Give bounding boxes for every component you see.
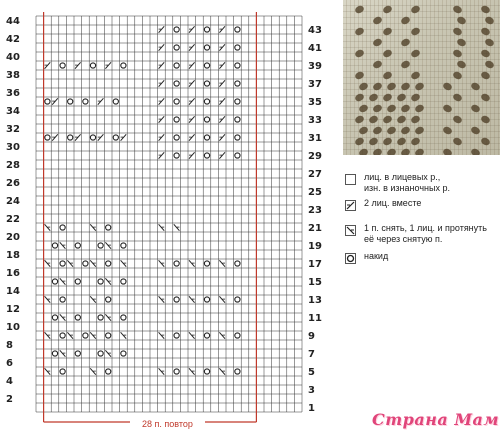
lace-hole — [354, 26, 365, 36]
yarn-over-symbol — [83, 261, 88, 266]
yarn-over-symbol — [174, 135, 179, 140]
lace-hole — [480, 92, 491, 102]
yarn-over-symbol — [174, 81, 179, 86]
row-number-right: 25 — [308, 187, 322, 198]
lace-hole — [410, 48, 421, 58]
row-number-left: 30 — [6, 142, 20, 153]
lace-hole — [410, 70, 421, 80]
k2tog-symbol-icon — [345, 200, 356, 211]
lace-hole — [354, 70, 365, 80]
yarn-over-symbol — [204, 333, 209, 338]
yarn-over-symbol — [174, 27, 179, 32]
lace-hole — [414, 125, 425, 135]
yarn-over-symbol — [235, 333, 240, 338]
yarn-over-symbol — [52, 243, 57, 248]
yarn-over-symbol — [60, 261, 65, 266]
yarn-over-symbol — [68, 135, 73, 140]
lace-hole — [382, 4, 393, 14]
row-number-left: 2 — [6, 394, 13, 405]
legend-k2tog-text: 2 лиц. вместе — [364, 198, 422, 208]
lace-hole — [368, 136, 379, 146]
yarn-over-symbol — [106, 225, 111, 230]
yarn-over-symbol — [235, 153, 240, 158]
yarn-over-symbol — [235, 63, 240, 68]
row-number-right: 13 — [308, 295, 322, 306]
yarn-over-symbol — [98, 351, 103, 356]
lace-hole — [480, 114, 491, 124]
yarn-over-symbol — [235, 261, 240, 266]
lace-hole — [400, 147, 411, 155]
lace-hole — [382, 136, 393, 146]
legend-ssk — [345, 223, 487, 245]
lace-hole — [442, 81, 453, 91]
yarn-over-symbol — [75, 243, 80, 248]
legend-yo — [345, 251, 388, 264]
legend-ssk-text: 1 п. снять, 1 лиц. и протянуть её через снятую п. — [364, 223, 487, 244]
lace-hole — [452, 136, 463, 146]
lace-hole — [386, 81, 397, 91]
k2tog-symbol — [189, 44, 195, 50]
yarn-over-symbol — [174, 297, 179, 302]
legend-yo-text: накид — [364, 251, 389, 261]
row-number-left: 32 — [6, 124, 20, 135]
row-number-left: 20 — [6, 232, 20, 243]
lace-hole — [400, 59, 411, 69]
yarn-over-symbol — [106, 297, 111, 302]
lace-hole — [480, 4, 491, 14]
lace-hole — [354, 136, 365, 146]
lace-hole — [442, 147, 453, 155]
yarn-over-symbol-icon — [345, 253, 356, 264]
row-number-left: 10 — [6, 322, 20, 333]
row-number-right: 41 — [308, 43, 322, 54]
yarn-over-symbol — [204, 153, 209, 158]
lace-hole — [484, 59, 495, 69]
lace-hole — [358, 147, 369, 155]
lace-hole — [452, 70, 463, 80]
lace-hole — [400, 103, 411, 113]
yarn-over-symbol — [174, 99, 179, 104]
yarn-over-symbol — [98, 315, 103, 320]
row-number-right: 35 — [308, 97, 322, 108]
row-number-left: 22 — [6, 214, 20, 225]
knit-symbol-icon — [345, 174, 356, 185]
yarn-over-symbol — [235, 135, 240, 140]
yarn-over-symbol — [60, 297, 65, 302]
lace-hole — [410, 92, 421, 102]
legend-knit-text: лиц. в лицевых р., изн. в изнаночных р. — [364, 172, 450, 193]
yarn-over-symbol — [174, 117, 179, 122]
yarn-over-symbol — [45, 99, 50, 104]
row-number-left: 38 — [6, 70, 20, 81]
lace-hole — [382, 48, 393, 58]
yarn-over-symbol — [174, 369, 179, 374]
ssk-symbol-icon — [345, 225, 356, 236]
lace-hole — [414, 81, 425, 91]
row-number-right: 43 — [308, 25, 322, 36]
k2tog-symbol — [219, 44, 225, 50]
yarn-over-symbol — [204, 369, 209, 374]
lace-hole — [452, 114, 463, 124]
lace-hole — [382, 92, 393, 102]
yarn-over-symbol — [75, 315, 80, 320]
lace-hole — [400, 125, 411, 135]
row-number-right: 1 — [308, 403, 315, 414]
lace-hole — [382, 114, 393, 124]
row-number-left: 40 — [6, 52, 20, 63]
lace-hole — [372, 103, 383, 113]
lace-hole — [372, 15, 383, 25]
row-number-right: 29 — [308, 151, 322, 162]
lace-hole — [382, 70, 393, 80]
lace-hole — [354, 4, 365, 14]
lace-hole — [470, 147, 481, 155]
yarn-over-symbol — [60, 369, 65, 374]
lace-hole — [396, 114, 407, 124]
repeat-label: 28 п. повтор — [130, 419, 205, 429]
row-number-right: 7 — [308, 349, 315, 360]
yarn-over-symbol — [98, 279, 103, 284]
yarn-over-symbol — [204, 63, 209, 68]
lace-hole — [354, 92, 365, 102]
row-number-left: 18 — [6, 250, 20, 261]
row-number-left: 16 — [6, 268, 20, 279]
lace-hole — [368, 92, 379, 102]
lace-hole — [456, 15, 467, 25]
yarn-over-symbol — [204, 27, 209, 32]
yarn-over-symbol — [174, 261, 179, 266]
row-number-right: 15 — [308, 277, 322, 288]
lace-hole — [452, 26, 463, 36]
lace-hole — [386, 103, 397, 113]
yarn-over-symbol — [106, 333, 111, 338]
row-number-left: 26 — [6, 178, 20, 189]
lace-hole — [396, 92, 407, 102]
row-number-left: 14 — [6, 286, 20, 297]
yarn-over-symbol — [90, 63, 95, 68]
yarn-over-symbol — [60, 63, 65, 68]
lace-hole — [372, 147, 383, 155]
watermark-logo: Страна Мам — [372, 410, 500, 429]
row-number-right: 39 — [308, 61, 322, 72]
yarn-over-symbol — [121, 279, 126, 284]
row-number-left: 24 — [6, 196, 20, 207]
lace-hole — [368, 114, 379, 124]
yarn-over-symbol — [204, 81, 209, 86]
yarn-over-symbol — [90, 135, 95, 140]
yarn-over-symbol — [75, 351, 80, 356]
lace-hole — [382, 26, 393, 36]
lace-hole — [480, 26, 491, 36]
yarn-over-symbol — [204, 135, 209, 140]
yarn-over-symbol — [235, 369, 240, 374]
yarn-over-symbol — [83, 99, 88, 104]
legend-knit — [345, 172, 450, 194]
yarn-over-symbol — [83, 333, 88, 338]
row-number-left: 4 — [6, 376, 13, 387]
lace-hole — [452, 4, 463, 14]
lace-hole — [372, 37, 383, 47]
lace-hole — [358, 103, 369, 113]
row-number-right: 17 — [308, 259, 322, 270]
lace-hole — [442, 103, 453, 113]
row-number-left: 44 — [6, 16, 20, 27]
lace-hole — [470, 125, 481, 135]
yarn-over-symbol — [235, 297, 240, 302]
yarn-over-symbol — [106, 261, 111, 266]
yarn-over-symbol — [204, 99, 209, 104]
row-number-right: 19 — [308, 241, 322, 252]
lace-hole — [400, 81, 411, 91]
yarn-over-symbol — [204, 297, 209, 302]
row-number-left: 6 — [6, 358, 13, 369]
row-number-right: 27 — [308, 169, 322, 180]
row-number-right: 37 — [308, 79, 322, 90]
row-number-left: 36 — [6, 88, 20, 99]
yarn-over-symbol — [204, 117, 209, 122]
lace-hole — [484, 15, 495, 25]
row-number-right: 33 — [308, 115, 322, 126]
row-number-right: 5 — [308, 367, 315, 378]
lace-hole — [452, 92, 463, 102]
yarn-over-symbol — [174, 153, 179, 158]
lace-hole — [452, 48, 463, 58]
lace-hole — [456, 37, 467, 47]
yarn-over-symbol — [75, 279, 80, 284]
lace-hole — [354, 48, 365, 58]
lace-hole — [358, 125, 369, 135]
yarn-over-symbol — [235, 99, 240, 104]
row-number-left: 42 — [6, 34, 20, 45]
yarn-over-symbol — [174, 333, 179, 338]
k2tog-symbol — [159, 44, 165, 50]
row-number-left: 12 — [6, 304, 20, 315]
legend-k2tog — [345, 198, 421, 211]
yarn-over-symbol — [121, 315, 126, 320]
lace-hole — [470, 81, 481, 91]
yarn-over-symbol — [204, 261, 209, 266]
yarn-over-symbol — [235, 117, 240, 122]
yarn-over-symbol — [60, 225, 65, 230]
lace-hole — [456, 59, 467, 69]
yarn-over-symbol — [174, 45, 179, 50]
lace-hole — [386, 125, 397, 135]
lace-hole — [410, 136, 421, 146]
lace-hole — [480, 48, 491, 58]
lace-hole — [414, 103, 425, 113]
lace-hole — [372, 125, 383, 135]
yarn-over-symbol — [235, 45, 240, 50]
yarn-over-symbol — [52, 315, 57, 320]
lace-hole — [400, 37, 411, 47]
yarn-over-symbol — [52, 351, 57, 356]
yarn-over-symbol — [235, 27, 240, 32]
row-number-right: 31 — [308, 133, 322, 144]
row-number-right: 3 — [308, 385, 315, 396]
knitted-sample-photo — [343, 0, 500, 155]
yarn-over-symbol — [113, 135, 118, 140]
lace-hole — [414, 147, 425, 155]
lace-hole — [410, 26, 421, 36]
row-number-left: 28 — [6, 160, 20, 171]
yarn-over-symbol — [121, 63, 126, 68]
yarn-over-symbol — [113, 99, 118, 104]
lace-hole — [358, 81, 369, 91]
lace-hole — [372, 81, 383, 91]
yarn-over-symbol — [98, 243, 103, 248]
yarn-over-symbol — [235, 81, 240, 86]
lace-hole — [484, 37, 495, 47]
row-number-right: 11 — [308, 313, 322, 324]
lace-hole — [410, 4, 421, 14]
row-number-left: 34 — [6, 106, 20, 117]
yarn-over-symbol — [106, 369, 111, 374]
lace-hole — [470, 103, 481, 113]
yarn-over-symbol — [121, 243, 126, 248]
yarn-over-symbol — [60, 333, 65, 338]
lace-hole — [442, 125, 453, 135]
row-number-right: 21 — [308, 223, 322, 234]
lace-hole — [480, 70, 491, 80]
lace-hole — [410, 114, 421, 124]
yarn-over-symbol — [45, 135, 50, 140]
yarn-over-symbol — [174, 63, 179, 68]
lace-hole — [354, 114, 365, 124]
lace-hole — [400, 15, 411, 25]
lace-hole — [386, 147, 397, 155]
row-number-right: 23 — [308, 205, 322, 216]
lace-hole — [396, 136, 407, 146]
lace-hole — [480, 136, 491, 146]
row-number-left: 8 — [6, 340, 13, 351]
yarn-over-symbol — [121, 351, 126, 356]
yarn-over-symbol — [204, 45, 209, 50]
yarn-over-symbol — [52, 279, 57, 284]
yarn-over-symbol — [68, 99, 73, 104]
lace-hole — [372, 59, 383, 69]
row-number-right: 9 — [308, 331, 315, 342]
